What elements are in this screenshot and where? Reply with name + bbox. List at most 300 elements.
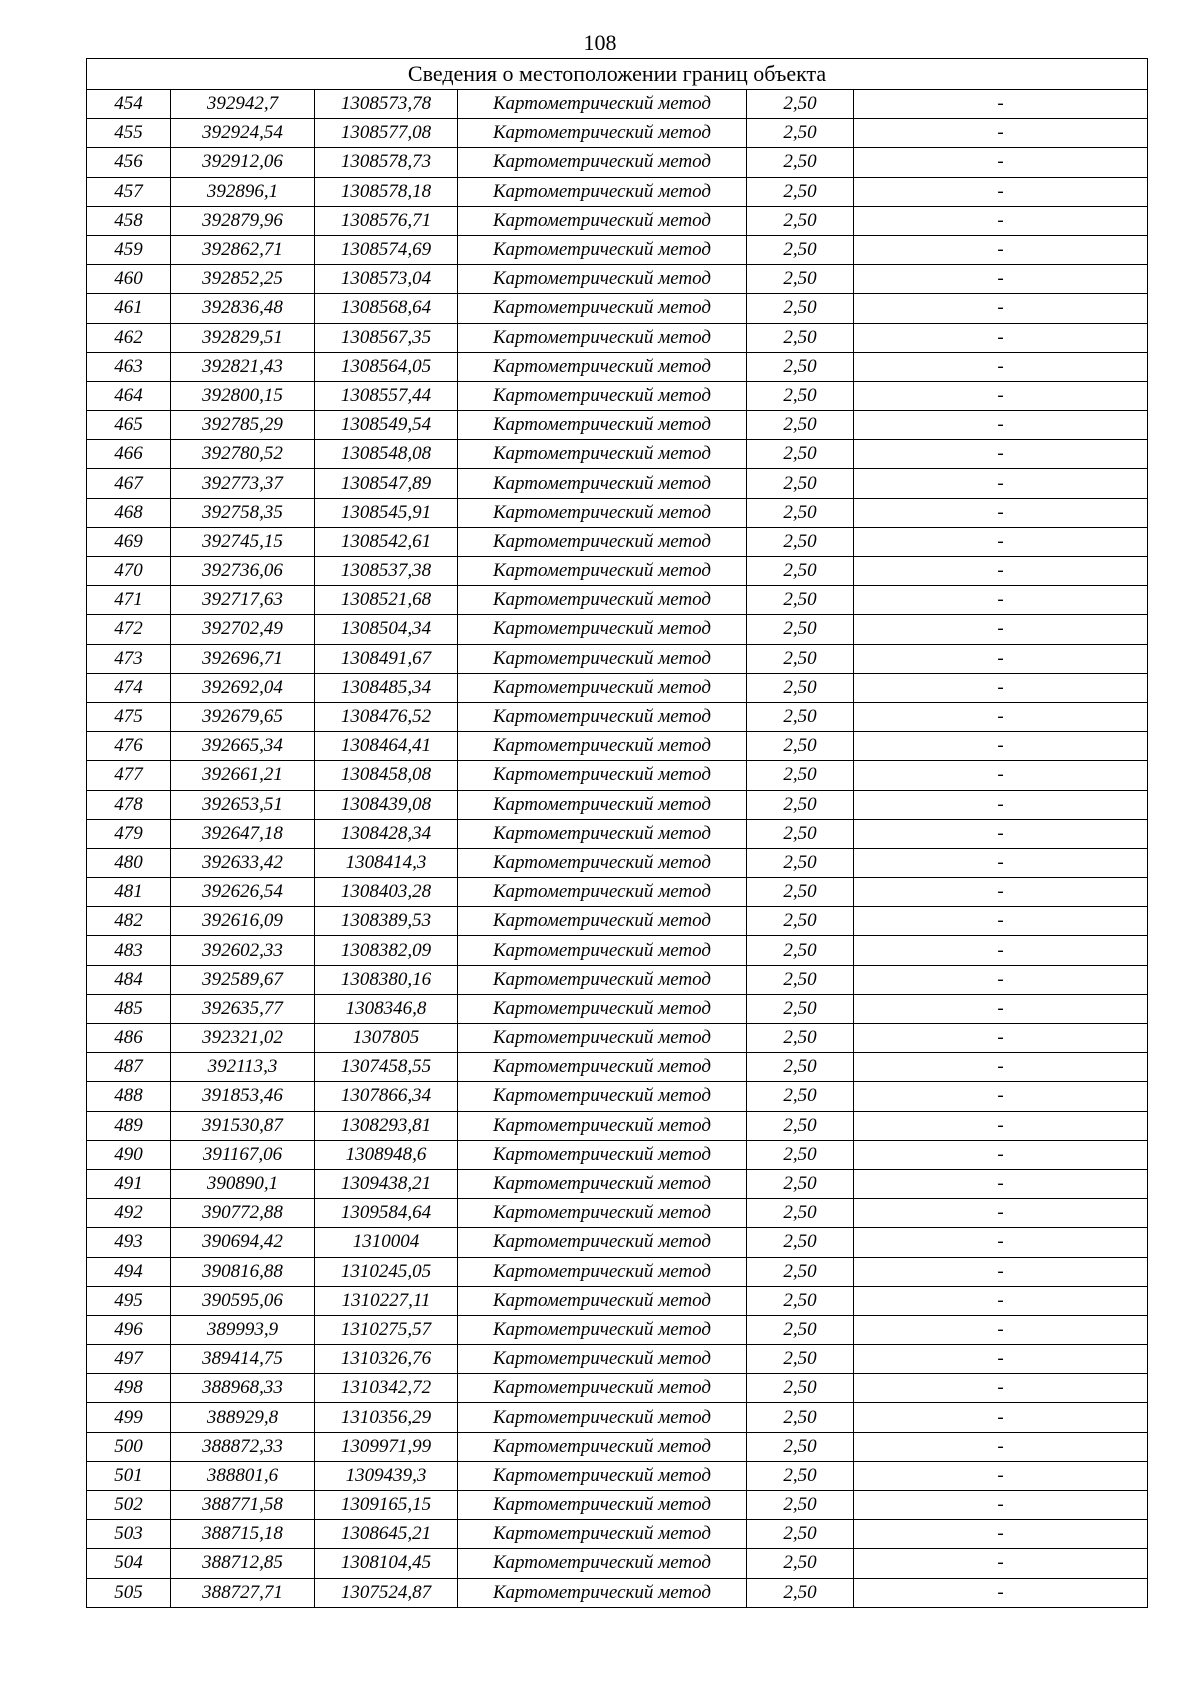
cell-accuracy: 2,50 xyxy=(747,1520,854,1549)
cell-x: 392780,52 xyxy=(171,440,315,469)
cell-x: 392745,15 xyxy=(171,527,315,556)
cell-accuracy: 2,50 xyxy=(747,235,854,264)
cell-y: 1308576,71 xyxy=(315,206,458,235)
cell-method: Картометрический метод xyxy=(458,294,747,323)
cell-description: - xyxy=(854,1024,1148,1053)
cell-point-number: 471 xyxy=(87,586,171,615)
table-title-row xyxy=(87,59,1148,90)
cell-y: 1308476,52 xyxy=(315,702,458,731)
cell-point-number: 455 xyxy=(87,119,171,148)
cell-method: Картометрический метод xyxy=(458,965,747,994)
cell-point-number: 487 xyxy=(87,1053,171,1082)
cell-y: 1308547,89 xyxy=(315,469,458,498)
cell-point-number: 466 xyxy=(87,440,171,469)
cell-accuracy: 2,50 xyxy=(747,1578,854,1607)
cell-accuracy: 2,50 xyxy=(747,440,854,469)
cell-description: - xyxy=(854,411,1148,440)
cell-description: - xyxy=(854,381,1148,410)
cell-accuracy: 2,50 xyxy=(747,352,854,381)
cell-method: Картометрический метод xyxy=(458,323,747,352)
cell-x: 392785,29 xyxy=(171,411,315,440)
table-row xyxy=(87,1053,1148,1082)
cell-x: 390890,1 xyxy=(171,1169,315,1198)
cell-accuracy: 2,50 xyxy=(747,1461,854,1490)
cell-description: - xyxy=(854,1461,1148,1490)
cell-x: 390595,06 xyxy=(171,1286,315,1315)
cell-x: 392924,54 xyxy=(171,119,315,148)
cell-description: - xyxy=(854,644,1148,673)
cell-y: 1308346,8 xyxy=(315,994,458,1023)
table-row xyxy=(87,1228,1148,1257)
cell-point-number: 460 xyxy=(87,265,171,294)
cell-accuracy: 2,50 xyxy=(747,1315,854,1344)
cell-x: 388801,6 xyxy=(171,1461,315,1490)
table-row xyxy=(87,1169,1148,1198)
cell-method: Картометрический метод xyxy=(458,848,747,877)
cell-y: 1308574,69 xyxy=(315,235,458,264)
cell-point-number: 482 xyxy=(87,907,171,936)
cell-description: - xyxy=(854,1140,1148,1169)
cell-accuracy: 2,50 xyxy=(747,1432,854,1461)
cell-accuracy: 2,50 xyxy=(747,557,854,586)
cell-y: 1308577,08 xyxy=(315,119,458,148)
cell-y: 1308491,67 xyxy=(315,644,458,673)
cell-point-number: 461 xyxy=(87,294,171,323)
cell-method: Картометрический метод xyxy=(458,440,747,469)
table-row xyxy=(87,907,1148,936)
cell-method: Картометрический метод xyxy=(458,1374,747,1403)
cell-point-number: 499 xyxy=(87,1403,171,1432)
table-row xyxy=(87,1345,1148,1374)
cell-method: Картометрический метод xyxy=(458,527,747,556)
cell-method: Картометрический метод xyxy=(458,469,747,498)
cell-y: 1307805 xyxy=(315,1024,458,1053)
cell-accuracy: 2,50 xyxy=(747,1111,854,1140)
cell-description: - xyxy=(854,1228,1148,1257)
cell-y: 1310275,57 xyxy=(315,1315,458,1344)
cell-accuracy: 2,50 xyxy=(747,1257,854,1286)
cell-accuracy: 2,50 xyxy=(747,586,854,615)
cell-accuracy: 2,50 xyxy=(747,1286,854,1315)
table-row xyxy=(87,469,1148,498)
cell-point-number: 492 xyxy=(87,1199,171,1228)
cell-point-number: 494 xyxy=(87,1257,171,1286)
cell-method: Картометрический метод xyxy=(458,994,747,1023)
cell-accuracy: 2,50 xyxy=(747,1228,854,1257)
cell-method: Картометрический метод xyxy=(458,235,747,264)
cell-x: 392852,25 xyxy=(171,265,315,294)
cell-description: - xyxy=(854,673,1148,702)
cell-description: - xyxy=(854,294,1148,323)
cell-y: 1308578,73 xyxy=(315,148,458,177)
table-row xyxy=(87,1491,1148,1520)
cell-point-number: 485 xyxy=(87,994,171,1023)
cell-method: Картометрический метод xyxy=(458,1199,747,1228)
cell-description: - xyxy=(854,994,1148,1023)
cell-x: 392736,06 xyxy=(171,557,315,586)
cell-x: 392862,71 xyxy=(171,235,315,264)
cell-x: 388727,71 xyxy=(171,1578,315,1607)
cell-method: Картометрический метод xyxy=(458,936,747,965)
cell-accuracy: 2,50 xyxy=(747,1024,854,1053)
cell-accuracy: 2,50 xyxy=(747,848,854,877)
cell-accuracy: 2,50 xyxy=(747,469,854,498)
cell-point-number: 504 xyxy=(87,1549,171,1578)
cell-x: 392665,34 xyxy=(171,732,315,761)
table-row xyxy=(87,90,1148,119)
cell-point-number: 491 xyxy=(87,1169,171,1198)
cell-y: 1308557,44 xyxy=(315,381,458,410)
cell-y: 1308293,81 xyxy=(315,1111,458,1140)
cell-accuracy: 2,50 xyxy=(747,148,854,177)
cell-y: 1308542,61 xyxy=(315,527,458,556)
cell-method: Картометрический метод xyxy=(458,148,747,177)
cell-method: Картометрический метод xyxy=(458,878,747,907)
table-row xyxy=(87,1374,1148,1403)
cell-method: Картометрический метод xyxy=(458,615,747,644)
cell-accuracy: 2,50 xyxy=(747,206,854,235)
cell-y: 1308414,3 xyxy=(315,848,458,877)
cell-method: Картометрический метод xyxy=(458,381,747,410)
cell-method: Картометрический метод xyxy=(458,411,747,440)
cell-point-number: 475 xyxy=(87,702,171,731)
table-row xyxy=(87,1520,1148,1549)
cell-point-number: 480 xyxy=(87,848,171,877)
cell-accuracy: 2,50 xyxy=(747,819,854,848)
table-row xyxy=(87,644,1148,673)
cell-description: - xyxy=(854,1374,1148,1403)
cell-method: Картометрический метод xyxy=(458,1432,747,1461)
cell-description: - xyxy=(854,1082,1148,1111)
cell-method: Картометрический метод xyxy=(458,1082,747,1111)
table-row xyxy=(87,527,1148,556)
cell-description: - xyxy=(854,119,1148,148)
cell-method: Картометрический метод xyxy=(458,1024,747,1053)
cell-method: Картометрический метод xyxy=(458,1491,747,1520)
cell-description: - xyxy=(854,469,1148,498)
cell-description: - xyxy=(854,1549,1148,1578)
table-row xyxy=(87,1140,1148,1169)
table-row xyxy=(87,235,1148,264)
table-row xyxy=(87,819,1148,848)
cell-point-number: 496 xyxy=(87,1315,171,1344)
cell-point-number: 478 xyxy=(87,790,171,819)
cell-x: 392321,02 xyxy=(171,1024,315,1053)
cell-point-number: 495 xyxy=(87,1286,171,1315)
cell-accuracy: 2,50 xyxy=(747,498,854,527)
cell-method: Картометрический метод xyxy=(458,586,747,615)
table-row xyxy=(87,148,1148,177)
cell-accuracy: 2,50 xyxy=(747,527,854,556)
table-row xyxy=(87,994,1148,1023)
table-row xyxy=(87,381,1148,410)
cell-x: 392692,04 xyxy=(171,673,315,702)
cell-accuracy: 2,50 xyxy=(747,965,854,994)
cell-x: 392679,65 xyxy=(171,702,315,731)
cell-x: 389414,75 xyxy=(171,1345,315,1374)
cell-description: - xyxy=(854,323,1148,352)
cell-accuracy: 2,50 xyxy=(747,878,854,907)
cell-method: Картометрический метод xyxy=(458,1140,747,1169)
cell-point-number: 473 xyxy=(87,644,171,673)
cell-description: - xyxy=(854,615,1148,644)
cell-point-number: 472 xyxy=(87,615,171,644)
cell-y: 1308645,21 xyxy=(315,1520,458,1549)
cell-method: Картометрический метод xyxy=(458,673,747,702)
cell-point-number: 465 xyxy=(87,411,171,440)
cell-y: 1308504,34 xyxy=(315,615,458,644)
cell-point-number: 479 xyxy=(87,819,171,848)
cell-accuracy: 2,50 xyxy=(747,1140,854,1169)
cell-x: 391853,46 xyxy=(171,1082,315,1111)
table-row xyxy=(87,323,1148,352)
cell-description: - xyxy=(854,1432,1148,1461)
table-row xyxy=(87,119,1148,148)
cell-description: - xyxy=(854,878,1148,907)
cell-x: 392635,77 xyxy=(171,994,315,1023)
cell-accuracy: 2,50 xyxy=(747,790,854,819)
cell-y: 1308567,35 xyxy=(315,323,458,352)
cell-description: - xyxy=(854,702,1148,731)
cell-point-number: 459 xyxy=(87,235,171,264)
table-row xyxy=(87,294,1148,323)
cell-accuracy: 2,50 xyxy=(747,1053,854,1082)
cell-description: - xyxy=(854,1169,1148,1198)
cell-point-number: 476 xyxy=(87,732,171,761)
cell-method: Картометрический метод xyxy=(458,1345,747,1374)
cell-point-number: 469 xyxy=(87,527,171,556)
cell-x: 392717,63 xyxy=(171,586,315,615)
cell-y: 1308458,08 xyxy=(315,761,458,790)
cell-x: 392653,51 xyxy=(171,790,315,819)
cell-accuracy: 2,50 xyxy=(747,1169,854,1198)
cell-point-number: 500 xyxy=(87,1432,171,1461)
cell-description: - xyxy=(854,1315,1148,1344)
cell-description: - xyxy=(854,1111,1148,1140)
cell-y: 1308389,53 xyxy=(315,907,458,936)
table-row xyxy=(87,586,1148,615)
cell-description: - xyxy=(854,819,1148,848)
cell-description: - xyxy=(854,965,1148,994)
cell-accuracy: 2,50 xyxy=(747,1345,854,1374)
table-row xyxy=(87,1432,1148,1461)
cell-y: 1310342,72 xyxy=(315,1374,458,1403)
table-row xyxy=(87,673,1148,702)
cell-y: 1307866,34 xyxy=(315,1082,458,1111)
cell-point-number: 488 xyxy=(87,1082,171,1111)
cell-method: Картометрический метод xyxy=(458,206,747,235)
cell-point-number: 498 xyxy=(87,1374,171,1403)
table-row xyxy=(87,1403,1148,1432)
cell-y: 1307458,55 xyxy=(315,1053,458,1082)
cell-point-number: 505 xyxy=(87,1578,171,1607)
cell-point-number: 458 xyxy=(87,206,171,235)
cell-description: - xyxy=(854,90,1148,119)
cell-y: 1309971,99 xyxy=(315,1432,458,1461)
cell-point-number: 497 xyxy=(87,1345,171,1374)
cell-description: - xyxy=(854,1053,1148,1082)
cell-point-number: 501 xyxy=(87,1461,171,1490)
cell-y: 1308521,68 xyxy=(315,586,458,615)
cell-accuracy: 2,50 xyxy=(747,673,854,702)
cell-description: - xyxy=(854,790,1148,819)
cell-method: Картометрический метод xyxy=(458,1403,747,1432)
cell-description: - xyxy=(854,352,1148,381)
cell-method: Картометрический метод xyxy=(458,907,747,936)
table-row xyxy=(87,498,1148,527)
cell-y: 1308428,34 xyxy=(315,819,458,848)
cell-description: - xyxy=(854,557,1148,586)
cell-accuracy: 2,50 xyxy=(747,1491,854,1520)
cell-y: 1310356,29 xyxy=(315,1403,458,1432)
cell-method: Картометрический метод xyxy=(458,732,747,761)
cell-y: 1308380,16 xyxy=(315,965,458,994)
cell-description: - xyxy=(854,206,1148,235)
cell-accuracy: 2,50 xyxy=(747,615,854,644)
cell-method: Картометрический метод xyxy=(458,498,747,527)
table-title: Сведения о местоположении границ объекта xyxy=(87,59,1148,90)
cell-accuracy: 2,50 xyxy=(747,761,854,790)
cell-method: Картометрический метод xyxy=(458,90,747,119)
table-row xyxy=(87,1082,1148,1111)
table-row xyxy=(87,411,1148,440)
cell-description: - xyxy=(854,907,1148,936)
table-row xyxy=(87,1257,1148,1286)
cell-accuracy: 2,50 xyxy=(747,411,854,440)
cell-y: 1308573,04 xyxy=(315,265,458,294)
cell-point-number: 457 xyxy=(87,177,171,206)
cell-x: 392661,21 xyxy=(171,761,315,790)
cell-method: Картометрический метод xyxy=(458,761,747,790)
table-row xyxy=(87,761,1148,790)
cell-y: 1310245,05 xyxy=(315,1257,458,1286)
cell-method: Картометрический метод xyxy=(458,1111,747,1140)
cell-x: 392829,51 xyxy=(171,323,315,352)
cell-accuracy: 2,50 xyxy=(747,936,854,965)
cell-description: - xyxy=(854,586,1148,615)
table-row xyxy=(87,936,1148,965)
cell-y: 1310004 xyxy=(315,1228,458,1257)
cell-accuracy: 2,50 xyxy=(747,177,854,206)
cell-description: - xyxy=(854,1257,1148,1286)
cell-y: 1308549,54 xyxy=(315,411,458,440)
cell-method: Картометрический метод xyxy=(458,1228,747,1257)
cell-method: Картометрический метод xyxy=(458,644,747,673)
cell-accuracy: 2,50 xyxy=(747,994,854,1023)
cell-method: Картометрический метод xyxy=(458,265,747,294)
cell-point-number: 456 xyxy=(87,148,171,177)
cell-y: 1309584,64 xyxy=(315,1199,458,1228)
cell-accuracy: 2,50 xyxy=(747,1374,854,1403)
cell-x: 391167,06 xyxy=(171,1140,315,1169)
cell-point-number: 474 xyxy=(87,673,171,702)
cell-accuracy: 2,50 xyxy=(747,119,854,148)
table-row xyxy=(87,177,1148,206)
cell-y: 1308564,05 xyxy=(315,352,458,381)
cell-x: 392633,42 xyxy=(171,848,315,877)
cell-description: - xyxy=(854,177,1148,206)
cell-accuracy: 2,50 xyxy=(747,1199,854,1228)
table-row xyxy=(87,732,1148,761)
cell-method: Картометрический метод xyxy=(458,1549,747,1578)
cell-method: Картометрический метод xyxy=(458,1315,747,1344)
cell-x: 392896,1 xyxy=(171,177,315,206)
cell-point-number: 467 xyxy=(87,469,171,498)
cell-description: - xyxy=(854,527,1148,556)
cell-y: 1308573,78 xyxy=(315,90,458,119)
cell-description: - xyxy=(854,1578,1148,1607)
cell-point-number: 468 xyxy=(87,498,171,527)
cell-point-number: 464 xyxy=(87,381,171,410)
cell-x: 388929,8 xyxy=(171,1403,315,1432)
boundary-coordinates-table xyxy=(86,58,1148,1608)
cell-accuracy: 2,50 xyxy=(747,907,854,936)
cell-accuracy: 2,50 xyxy=(747,294,854,323)
cell-description: - xyxy=(854,936,1148,965)
cell-point-number: 486 xyxy=(87,1024,171,1053)
cell-point-number: 477 xyxy=(87,761,171,790)
cell-x: 388715,18 xyxy=(171,1520,315,1549)
cell-description: - xyxy=(854,235,1148,264)
cell-accuracy: 2,50 xyxy=(747,1549,854,1578)
cell-y: 1308485,34 xyxy=(315,673,458,702)
cell-accuracy: 2,50 xyxy=(747,644,854,673)
cell-x: 388712,85 xyxy=(171,1549,315,1578)
cell-x: 390772,88 xyxy=(171,1199,315,1228)
cell-x: 392758,35 xyxy=(171,498,315,527)
cell-x: 391530,87 xyxy=(171,1111,315,1140)
cell-description: - xyxy=(854,498,1148,527)
cell-point-number: 489 xyxy=(87,1111,171,1140)
cell-description: - xyxy=(854,265,1148,294)
cell-y: 1310227,11 xyxy=(315,1286,458,1315)
table-row xyxy=(87,965,1148,994)
cell-point-number: 463 xyxy=(87,352,171,381)
cell-x: 392647,18 xyxy=(171,819,315,848)
cell-description: - xyxy=(854,1403,1148,1432)
cell-x: 388968,33 xyxy=(171,1374,315,1403)
table-row xyxy=(87,352,1148,381)
cell-description: - xyxy=(854,732,1148,761)
table-row xyxy=(87,1461,1148,1490)
cell-point-number: 503 xyxy=(87,1520,171,1549)
cell-point-number: 470 xyxy=(87,557,171,586)
cell-description: - xyxy=(854,1345,1148,1374)
cell-point-number: 481 xyxy=(87,878,171,907)
cell-x: 389993,9 xyxy=(171,1315,315,1344)
cell-y: 1308464,41 xyxy=(315,732,458,761)
table-row xyxy=(87,557,1148,586)
table-row xyxy=(87,1286,1148,1315)
table-row xyxy=(87,440,1148,469)
cell-x: 388771,58 xyxy=(171,1491,315,1520)
cell-accuracy: 2,50 xyxy=(747,90,854,119)
table-row xyxy=(87,790,1148,819)
table-row xyxy=(87,265,1148,294)
cell-accuracy: 2,50 xyxy=(747,323,854,352)
cell-point-number: 493 xyxy=(87,1228,171,1257)
table-row xyxy=(87,702,1148,731)
cell-description: - xyxy=(854,1286,1148,1315)
cell-y: 1309439,3 xyxy=(315,1461,458,1490)
table-row xyxy=(87,615,1148,644)
cell-x: 388872,33 xyxy=(171,1432,315,1461)
cell-x: 392589,67 xyxy=(171,965,315,994)
cell-x: 392800,15 xyxy=(171,381,315,410)
cell-point-number: 490 xyxy=(87,1140,171,1169)
cell-x: 392836,48 xyxy=(171,294,315,323)
cell-y: 1308104,45 xyxy=(315,1549,458,1578)
